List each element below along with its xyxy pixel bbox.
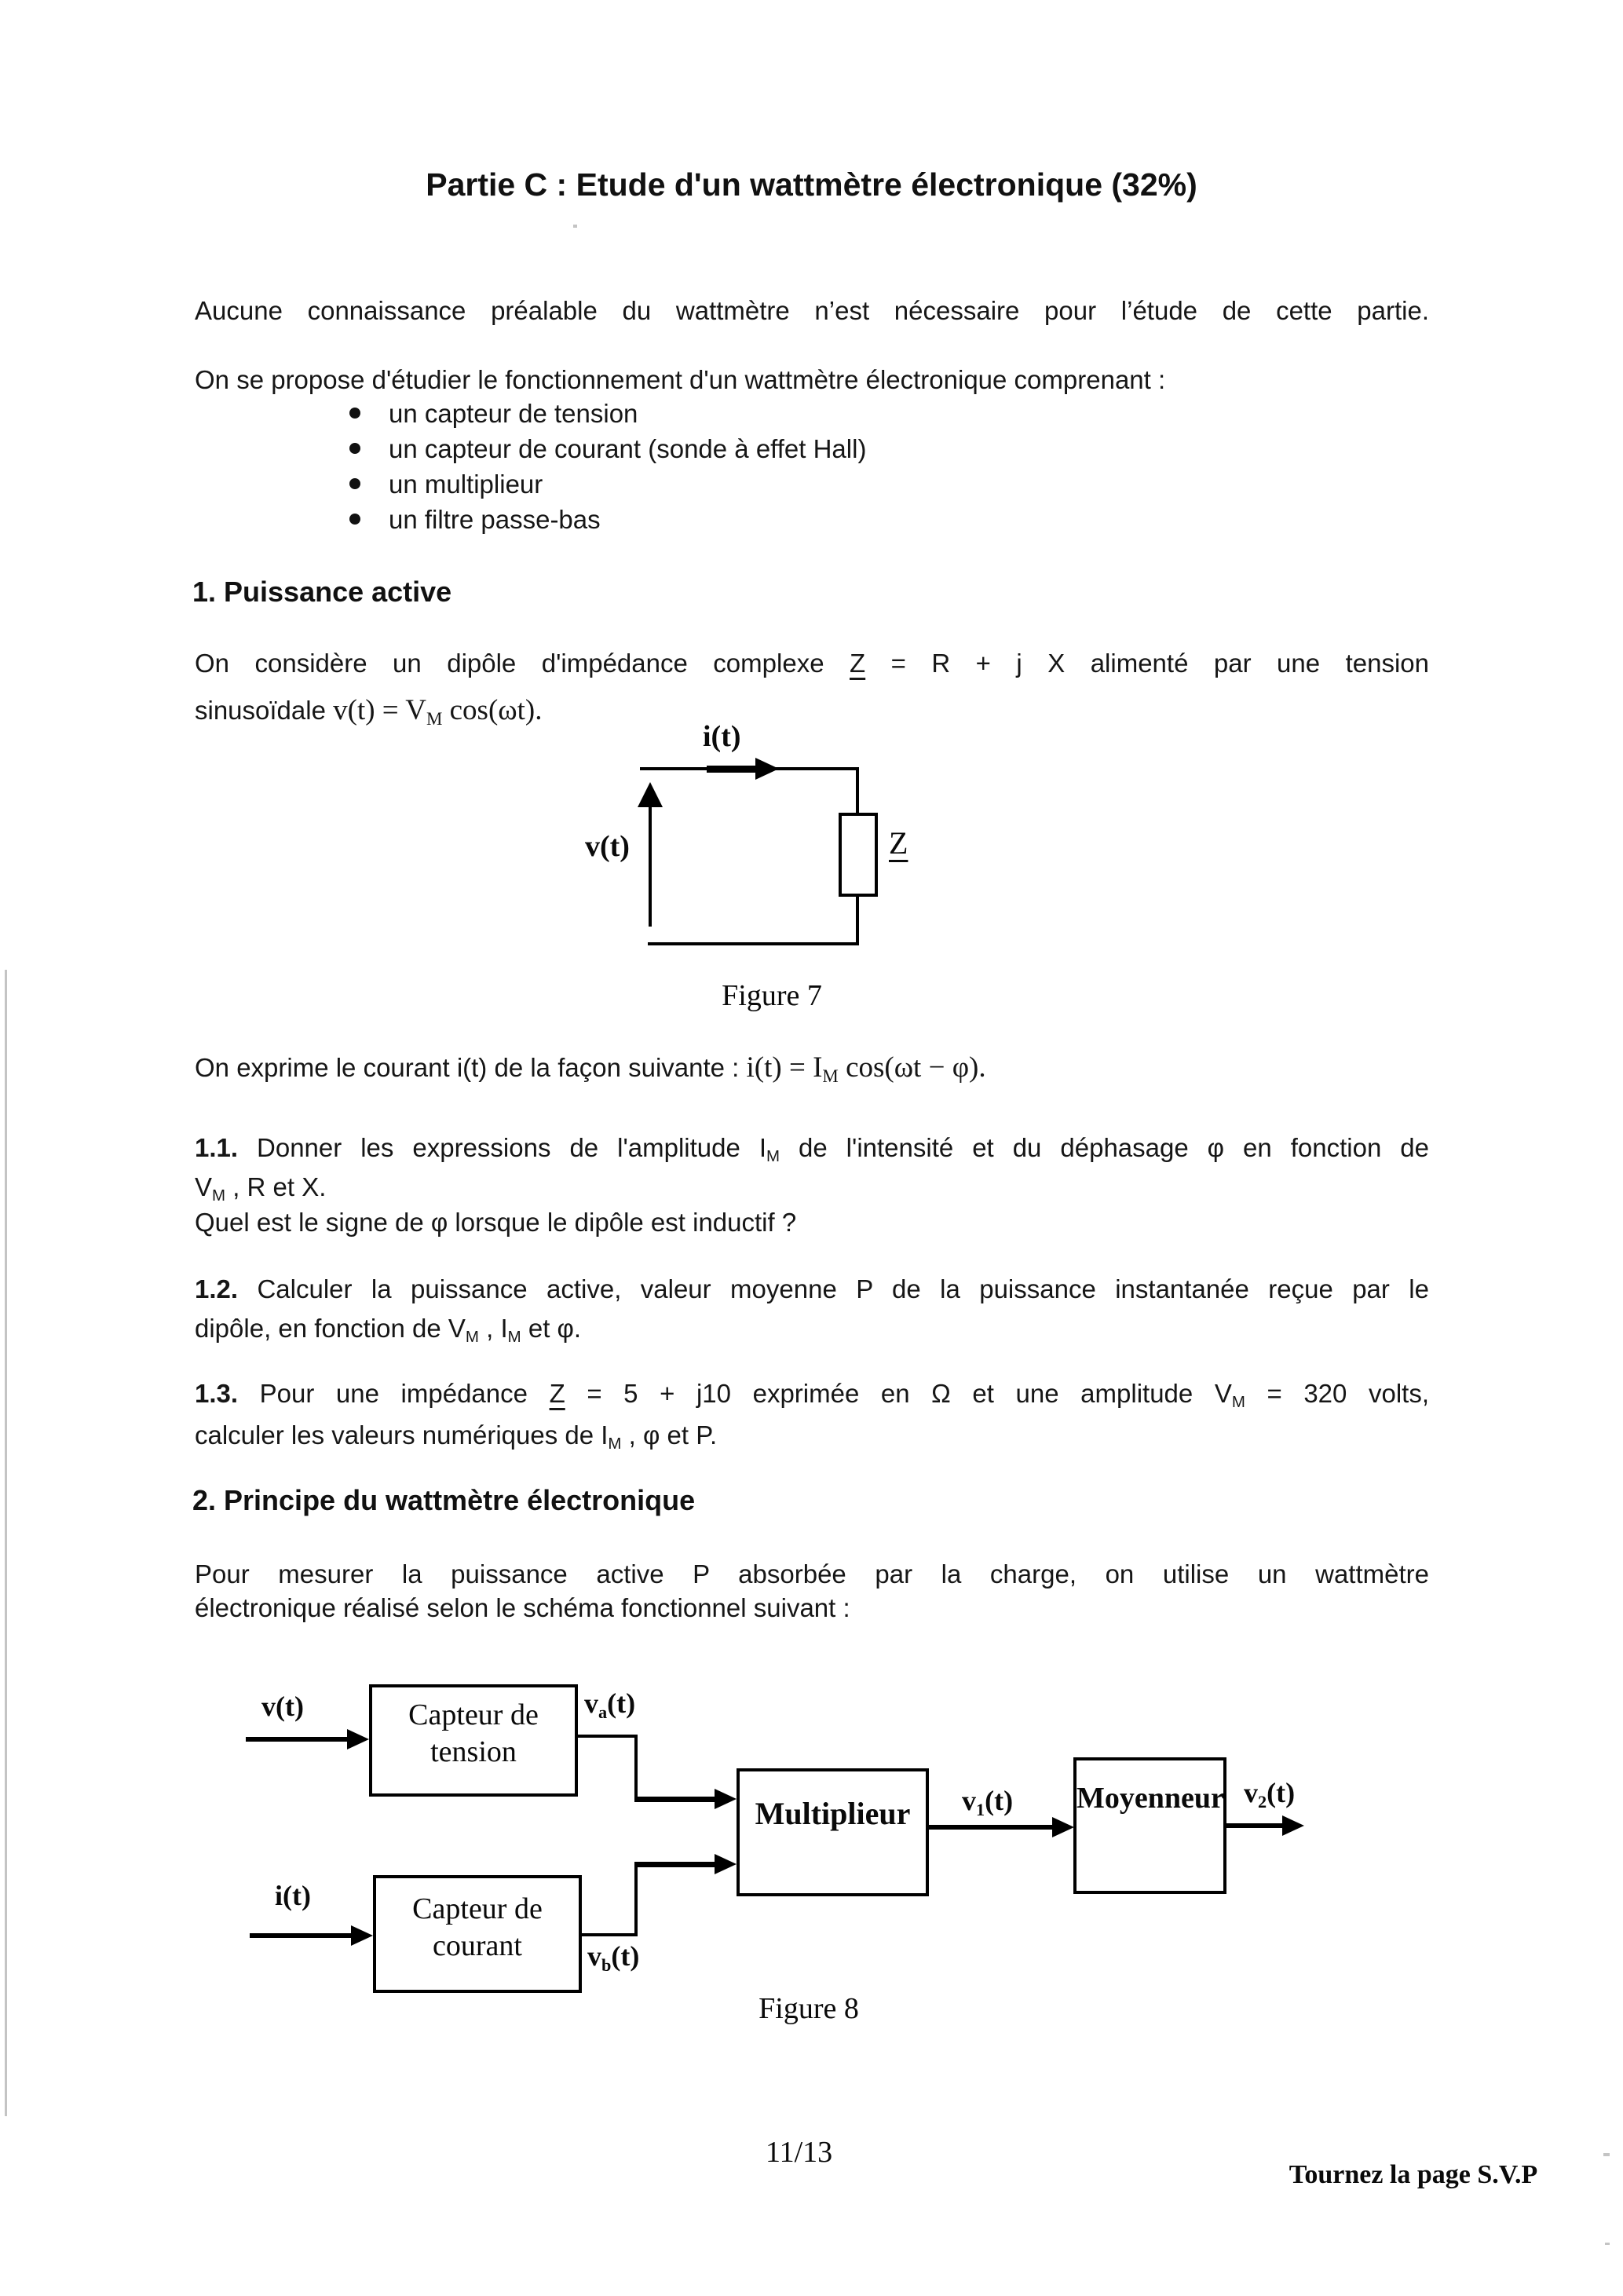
bullet-dot-icon [349, 408, 360, 419]
formula-subscript: M [507, 1328, 521, 1347]
bullet-item [349, 394, 1429, 430]
question-1-3-line-1 [195, 1374, 1429, 1417]
multiplier-label: Multiplieur [755, 1796, 911, 1831]
signal-rest: (t) [1267, 1777, 1296, 1808]
signal-rest: (t) [611, 1940, 640, 1972]
bullet-dot-icon [349, 514, 360, 525]
current-formula [747, 1051, 986, 1084]
bullet-item [349, 465, 1429, 500]
v1-signal-label [962, 1784, 1013, 1817]
fig8-current-input-label: i(t) [275, 1880, 311, 1911]
section-2-heading: 2. Principe du wattmètre électronique [192, 1484, 696, 1516]
va-arrow-icon [715, 1789, 737, 1809]
fig8-voltage-input-label: v(t) [261, 1691, 304, 1722]
question-text: , R et X. [225, 1172, 327, 1201]
signal-subscript: 2 [1258, 1791, 1267, 1812]
current-input-arrow-icon [351, 1925, 373, 1946]
question-text: Donner les expressions de l'amplitude I [238, 1133, 766, 1162]
vb-wire-horizontal [582, 1933, 638, 1936]
formula-subscript: M [1231, 1393, 1245, 1412]
formula-subscript: M [426, 708, 443, 729]
section-1-heading: 1. Puissance active [192, 576, 452, 608]
formula-subscript: M [608, 1435, 622, 1453]
bullet-list [195, 394, 1429, 536]
vb-signal-label [587, 1940, 640, 1975]
question-text: dipôle, en fonction de V [195, 1314, 466, 1343]
expression-text: On exprime le courant i(t) de la façon suivante : [195, 1053, 747, 1082]
circuit-wire-bottom [648, 942, 859, 945]
voltage-sensor-label-line-1: Capteur de [408, 1698, 539, 1731]
vb-wire-vertical [634, 1863, 638, 1936]
bullet-item [349, 500, 1429, 536]
averager-label: Moyenneur [1077, 1782, 1224, 1815]
signal-rest: (t) [607, 1687, 636, 1719]
question-text: Pour une impédance [238, 1379, 550, 1408]
question-text: V [195, 1172, 213, 1201]
question-1-2-line-2 [195, 1309, 1429, 1351]
signal-base: v [962, 1785, 976, 1816]
signal-rest: (t) [985, 1785, 1014, 1816]
scan-artifact-dash-2 [1605, 2243, 1610, 2245]
signal-base: v [1244, 1777, 1258, 1808]
scan-artifact-left-line [5, 970, 7, 2116]
turn-page-note: Tournez la page S.V.P [1289, 2160, 1538, 2189]
question-1-1-line-1 [195, 1128, 1429, 1171]
dipole-text: = R + j X alimenté par une tension [865, 649, 1429, 678]
vb-arrow-shaft [634, 1862, 716, 1867]
intro-paragraph-2: On se propose d'étudier le fonctionnement d'un wattmètre électronique comprenant : [195, 365, 1166, 394]
v1-arrow-icon [1052, 1817, 1074, 1837]
voltage-input-arrow-icon [347, 1729, 369, 1749]
voltage-arrow-shaft [649, 803, 652, 927]
formula-part: v(t) = V [333, 694, 426, 726]
va-wire-horizontal [578, 1735, 638, 1738]
formula-part: cos(ωt − φ). [838, 1051, 986, 1084]
signal-base: v [584, 1687, 598, 1719]
formula-subscript: M [766, 1147, 780, 1166]
averager-box [1073, 1757, 1226, 1894]
scan-artifact-dash-1 [1603, 2153, 1610, 2156]
current-arrow-shaft [707, 766, 758, 773]
signal-subscript: 1 [976, 1799, 985, 1819]
voltage-sensor-label-line-2: tension [430, 1735, 517, 1768]
question-1-2-line-1 [195, 1270, 1429, 1308]
signal-subscript: a [598, 1702, 608, 1722]
current-input-arrow-shaft [250, 1933, 352, 1938]
question-text: de l'intensité et du déphasage φ en fonction de [780, 1133, 1429, 1162]
bullet-dot-icon [349, 443, 360, 454]
bullet-item-label: un filtre passe-bas [389, 505, 601, 534]
bullet-item-label: un capteur de courant (sonde à effet Hall) [389, 434, 867, 463]
formula-subscript: M [465, 1328, 479, 1347]
question-number: 1.1. [195, 1133, 239, 1162]
vb-arrow-icon [715, 1854, 737, 1874]
principle-paragraph-line-2: électronique réalisé selon le schéma fonctionnel suivant : [195, 1593, 850, 1622]
question-text: , I [478, 1314, 508, 1343]
circuit-wire-right-lower [856, 895, 859, 944]
question-number: 1.3. [195, 1379, 239, 1408]
multiplier-box [737, 1768, 929, 1896]
v2-arrow-icon [1282, 1815, 1304, 1836]
voltage-sensor-box [369, 1684, 578, 1797]
va-signal-label [584, 1687, 635, 1720]
question-text: et φ. [521, 1314, 582, 1343]
question-text: calculer les valeurs numériques de I [195, 1420, 609, 1450]
dipole-text: On considère un dipôle d'impédance complexe [195, 649, 850, 678]
v2-arrow-shaft [1226, 1823, 1285, 1828]
voltage-input-arrow-shaft [246, 1737, 349, 1742]
figure-8-caption: Figure 8 [758, 1992, 859, 2025]
va-wire-vertical [634, 1735, 638, 1801]
question-text: = 5 + j10 exprimée en Ω et une amplitude V [565, 1379, 1232, 1408]
intro-paragraph-1: Aucune connaissance préalable du wattmètre n’est nécessaire pour l’étude de cette partie. [195, 296, 1429, 325]
bullet-item-label: un multiplieur [389, 470, 543, 499]
bullet-item [349, 430, 1429, 465]
circuit-wire-right-upper [856, 767, 859, 814]
v1-arrow-shaft [929, 1825, 1055, 1830]
page-title: Partie C : Etude d'un wattmètre électronique (32%) [426, 166, 1197, 203]
impedance-label: Z [889, 825, 908, 861]
formula-subscript: M [212, 1186, 226, 1205]
bullet-dot-icon [349, 478, 360, 489]
current-expression-paragraph [195, 1048, 1429, 1090]
current-arrow-icon [755, 758, 779, 780]
impedance-z-symbol: Z [850, 649, 866, 678]
impedance-z-symbol: Z [549, 1379, 565, 1408]
formula-part: cos(ωt). [442, 694, 543, 726]
voltage-label: v(t) [585, 830, 630, 863]
current-label: i(t) [703, 720, 741, 753]
v2-signal-label [1244, 1776, 1296, 1812]
current-sensor-label-line-1: Capteur de [412, 1892, 543, 1925]
scan-artifact-speck [573, 225, 577, 228]
formula-part: i(t) = I [746, 1051, 823, 1084]
question-text: = 320 volts, [1245, 1379, 1429, 1408]
question-number: 1.2. [195, 1274, 239, 1303]
formula-subscript: M [822, 1066, 839, 1086]
question-1-1-line-3: Quel est le signe de φ lorsque le dipôle est inductif ? [195, 1208, 797, 1237]
va-arrow-shaft [634, 1797, 716, 1802]
current-sensor-label-line-2: courant [433, 1929, 522, 1962]
voltage-formula [333, 694, 543, 729]
question-text: , φ et P. [621, 1420, 718, 1450]
dipole-paragraph-line-1 [195, 644, 1429, 682]
dipole-paragraph-line-2 [195, 691, 1429, 733]
page-number: 11/13 [766, 2136, 833, 2169]
figure-7-caption: Figure 7 [722, 979, 822, 1012]
principle-paragraph-line-1: Pour mesurer la puissance active P absorbée par la charge, on utilise un wattmètre [195, 1559, 1429, 1589]
question-text: Calculer la puissance active, valeur moyenne P de la puissance instantanée reçue par le [238, 1274, 1429, 1303]
dipole-text: sinusoïdale [195, 696, 334, 725]
voltage-arrow-icon [638, 782, 663, 807]
impedance-box [839, 813, 878, 897]
question-1-3-line-2 [195, 1416, 1429, 1458]
signal-subscript: b [601, 1954, 612, 1975]
bullet-item-label: un capteur de tension [389, 399, 638, 428]
signal-base: v [587, 1940, 601, 1972]
current-sensor-box [373, 1875, 582, 1993]
